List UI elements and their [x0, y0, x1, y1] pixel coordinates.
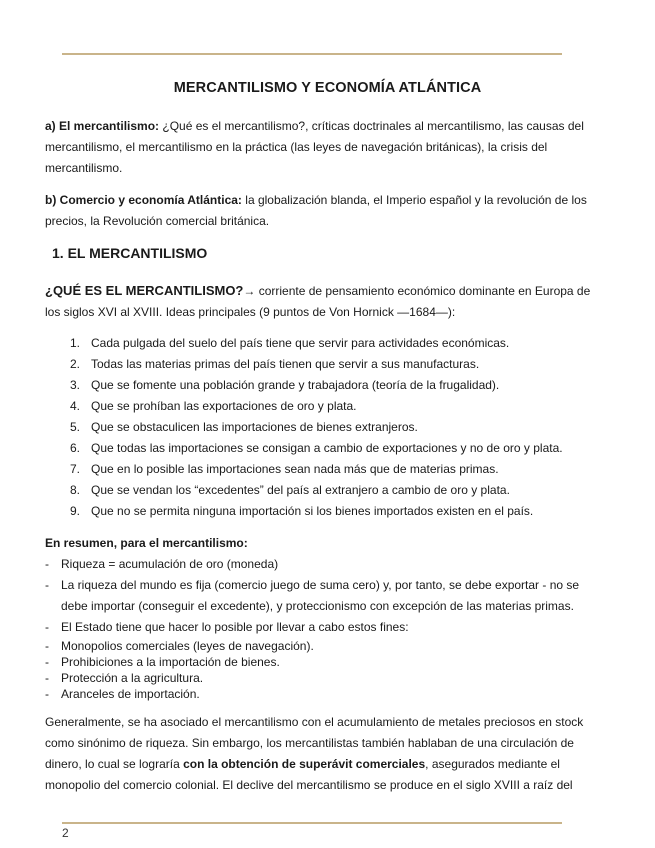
list-item-number: 1. — [70, 336, 81, 350]
closing-text-before: Generalmente, se ha asociado el mercantilismo con el acumulamiento de metales preciosos en stock como sinónimo de riqueza. Sin embargo, los mercantilistas también hablaban de una circulación de dinero, lo cual se lograría — [45, 715, 584, 771]
list-item — [45, 459, 605, 480]
dash-bullet: - — [45, 671, 49, 685]
list-item-text: El Estado tiene que hacer lo posible por llevar a cabo estos fines: — [61, 620, 409, 634]
list-item — [45, 480, 605, 501]
intro-a-label: a) El mercantilismo: — [45, 119, 160, 133]
list-item-text: Monopolios comerciales (leyes de navegación). — [61, 639, 314, 653]
principles-list — [45, 333, 605, 522]
closing-paragraph — [45, 712, 605, 796]
list-item — [45, 617, 605, 638]
closing-text-bold: con la obtención de superávit comerciales — [183, 757, 426, 771]
list-item — [45, 375, 605, 396]
list-item-text: Que no se permita ninguna importación si los bienes importados existen en el país. — [91, 504, 534, 518]
page-number: 2 — [62, 826, 69, 840]
closing-text-after: , asegurados mediante el monopolio del comercio colonial. El declive del mercantilismo se produce en el siglo XVIII a raíz del — [45, 757, 573, 792]
list-item-text: Que se vendan los “excedentes” del país al extranjero a cambio de oro y plata. — [91, 483, 510, 497]
list-item — [45, 638, 605, 654]
list-item — [45, 354, 605, 375]
dash-bullet: - — [45, 557, 49, 571]
list-item-text: Cada pulgada del suelo del país tiene que servir para actividades económicas. — [91, 336, 510, 350]
dash-bullet: - — [45, 620, 49, 634]
list-item — [45, 333, 605, 354]
list-item-number: 2. — [70, 357, 81, 371]
what-is-label: ¿QUÉ ES EL MERCANTILISMO? — [45, 283, 244, 298]
list-item-text: La riqueza del mundo es fija (comercio juego de suma cero) y, por tanto, se debe exportar - no se debe importar (conseguir el excedente), y proteccionismo con excepción de las materias primas. — [61, 578, 580, 613]
dash-bullet: - — [45, 639, 49, 653]
list-item-text: Protección a la agricultura. — [61, 671, 204, 685]
header-rule — [62, 53, 562, 55]
footer-rule — [62, 822, 562, 824]
intro-b-label: b) Comercio y economía Atlántica: — [45, 193, 242, 207]
intro-paragraph-a — [45, 116, 605, 179]
means-list — [45, 638, 605, 702]
dash-bullet: - — [45, 687, 49, 701]
list-item — [45, 501, 605, 522]
list-item-number: 5. — [70, 420, 81, 434]
list-item — [45, 554, 605, 575]
list-item-text: Que se obstaculicen las importaciones de bienes extranjeros. — [91, 420, 418, 434]
list-item-number: 4. — [70, 399, 81, 413]
list-item-number: 8. — [70, 483, 81, 497]
list-item — [45, 654, 605, 670]
what-is-text: → corriente de pensamiento económico dominante en Europa de los siglos XVI al XVIII. Ideas principales (9 puntos de Von Hornick —1684—): — [45, 284, 591, 319]
list-item-text: Que se prohíban las exportaciones de oro y plata. — [91, 399, 357, 413]
list-item-text: Prohibiciones a la importación de bienes. — [61, 655, 280, 669]
page-title: MERCANTILISMO Y ECONOMÍA ATLÁNTICA — [173, 80, 482, 96]
intro-paragraph-b — [45, 190, 605, 232]
summary-list — [45, 554, 605, 638]
list-item-number: 6. — [70, 441, 81, 455]
list-item-text: Todas las materias primas del país tienen que servir a sus manufacturas. — [91, 357, 480, 371]
list-item-text: Riqueza = acumulación de oro (moneda) — [61, 557, 279, 571]
list-item — [45, 438, 605, 459]
list-item-text: Aranceles de importación. — [61, 687, 200, 701]
list-item-text: Que se fomente una población grande y trabajadora (teoría de la frugalidad). — [91, 378, 500, 392]
what-is-paragraph — [45, 280, 605, 323]
list-item-number: 3. — [70, 378, 81, 392]
list-item-text: Que en lo posible las importaciones sean nada más que de materias primas. — [91, 462, 499, 476]
list-item-number: 9. — [70, 504, 81, 518]
list-item-number: 7. — [70, 462, 81, 476]
list-item-text: Que todas las importaciones se consigan a cambio de exportaciones y no de oro y plata. — [91, 441, 563, 455]
summary-heading: En resumen, para el mercantilismo: — [45, 536, 248, 550]
dash-bullet: - — [45, 578, 49, 592]
intro-a-text: ¿Qué es el mercantilismo?, críticas doctrinales al mercantilismo, las causas del mercantilismo, el mercantilismo en la práctica (las leyes de navegación británicas), la crisis del mercantilismo. — [45, 119, 584, 175]
list-item — [45, 575, 605, 617]
dash-bullet: - — [45, 655, 49, 669]
intro-b-text: la globalización blanda, el Imperio español y la revolución de los precios, la Revolución comercial británica. — [45, 193, 587, 228]
list-item — [45, 670, 605, 686]
list-item — [45, 686, 605, 702]
list-item — [45, 417, 605, 438]
list-item — [45, 396, 605, 417]
section-heading: 1. EL MERCANTILISMO — [52, 245, 208, 261]
